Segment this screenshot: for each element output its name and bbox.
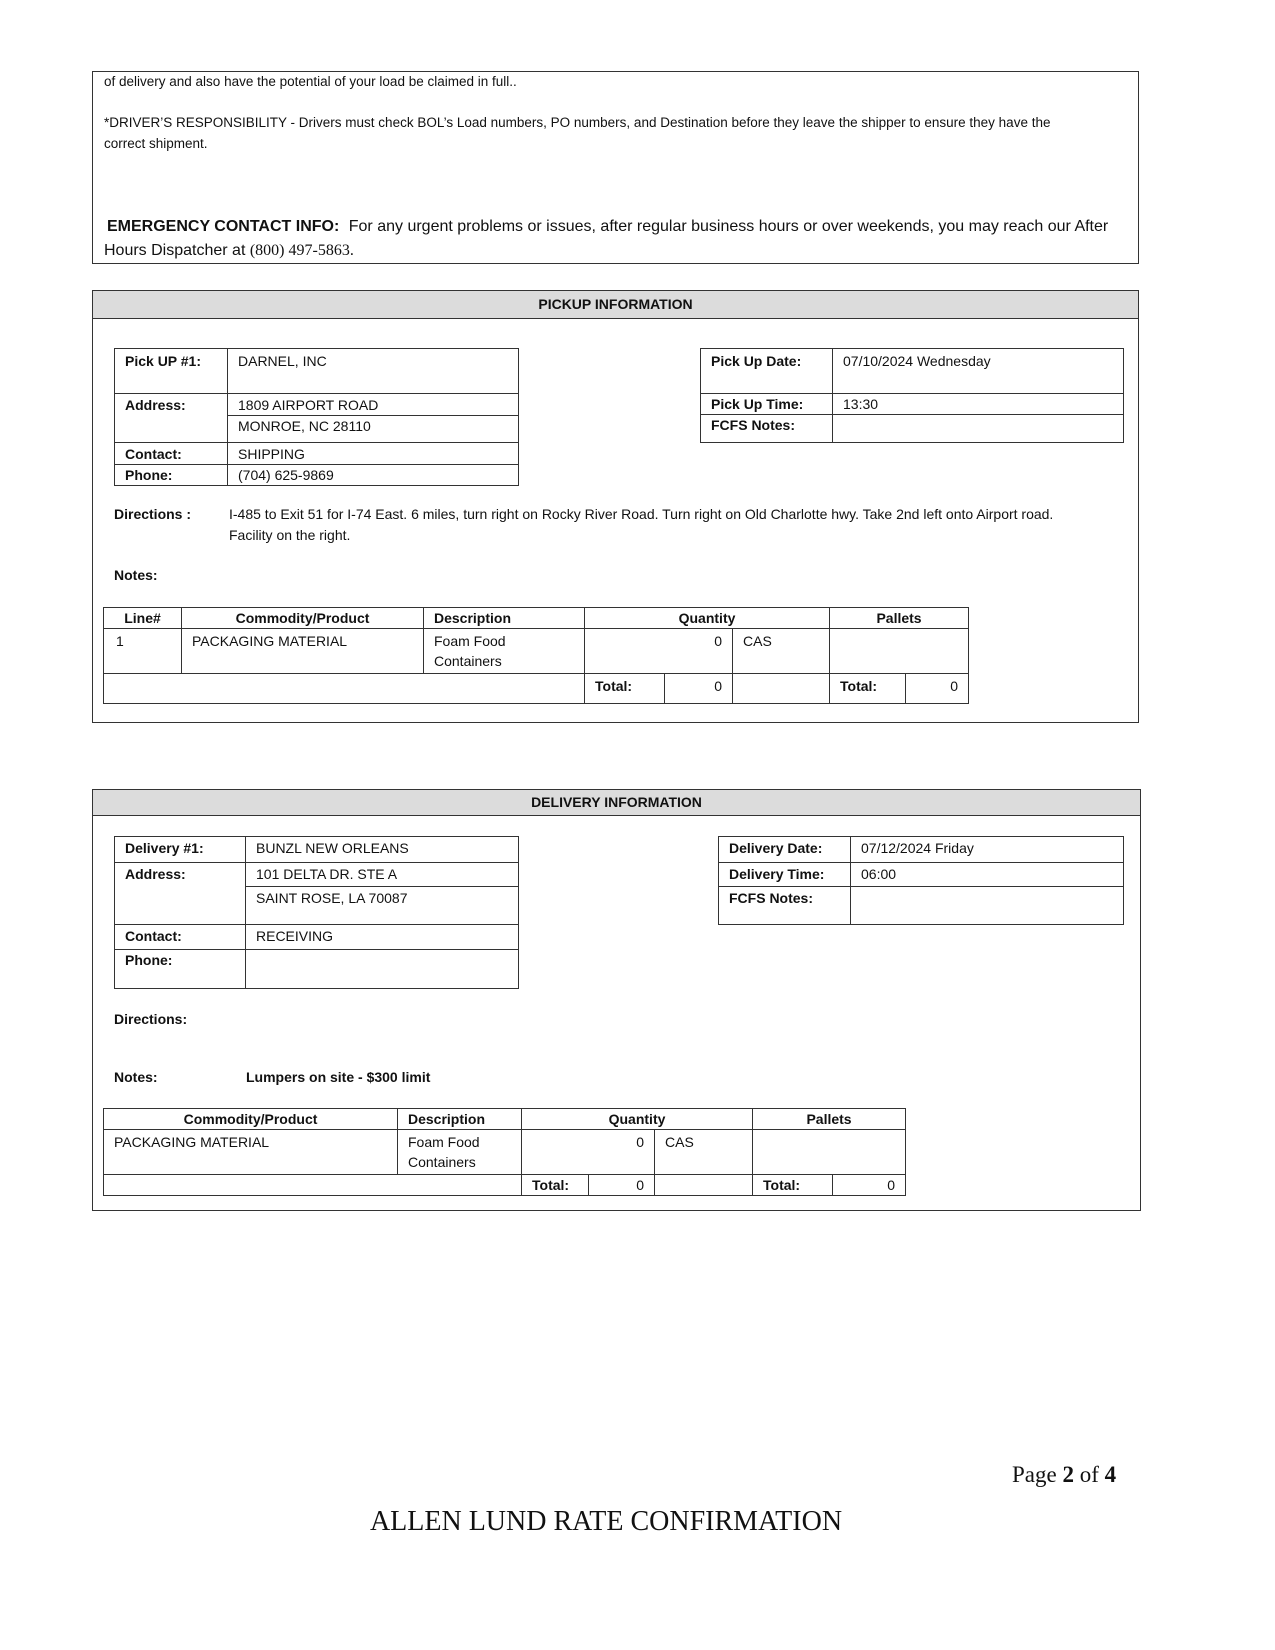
delivery-header: DELIVERY INFORMATION: [93, 790, 1140, 816]
delivery-date-label: Delivery Date:: [719, 837, 851, 863]
pickup-address-line1: 1809 AIRPORT ROAD: [228, 394, 519, 416]
pickup-contact-label: Contact:: [115, 443, 228, 465]
delivery-fcfs-value: [851, 887, 1124, 925]
pickup-address-line2: MONROE, NC 28110: [228, 416, 519, 443]
delivery-date-value: 07/12/2024 Friday: [851, 837, 1124, 863]
page-prefix: Page: [1012, 1462, 1057, 1487]
delivery-commodity-table: [103, 1108, 906, 1196]
pickup-col-quantity: Quantity: [585, 608, 830, 629]
pickup-notes-label: Notes:: [114, 567, 158, 583]
delivery-row-commodity: PACKAGING MATERIAL: [104, 1130, 398, 1175]
delivery-col-pallets: Pallets: [753, 1109, 906, 1130]
pickup-time-value: 13:30: [833, 394, 1124, 415]
delivery-info-table: [114, 836, 519, 989]
emergency-contact-text: For any urgent problems or issues, after regular business hours or over weekends, you may reach our After: [348, 218, 1109, 235]
delivery-col-commodity: Commodity/Product: [104, 1109, 398, 1130]
pickup-row-unit: CAS: [733, 629, 830, 674]
pickup-directions-line1: I-485 to Exit 51 for I-74 East. 6 miles, turn right on Rocky River Road. Turn right on Old Charlotte hwy. Take 2nd left onto Airport road.: [229, 506, 1054, 522]
delivery-phone-value: [246, 950, 519, 989]
drivers-responsibility-line1: *DRIVER’S RESPONSIBILITY - Drivers must check BOL’s Load numbers, PO numbers, and Destination before they leave the shipper to ensure they have the: [104, 115, 1051, 130]
pickup-time-label: Pick Up Time:: [701, 394, 833, 415]
notice-line1: of delivery and also have the potential of your load be claimed in full..: [104, 74, 517, 89]
delivery-directions-label: Directions:: [114, 1011, 188, 1027]
delivery-time-value: 06:00: [851, 863, 1124, 887]
pickup-row-pallets: [830, 629, 969, 674]
pickup-qty-total: 0: [665, 674, 733, 704]
pickup-col-description: Description: [424, 608, 585, 629]
pickup-address-label: Address:: [115, 394, 228, 416]
delivery-phone-label: Phone:: [115, 950, 246, 989]
pickup-phone-label: Phone:: [115, 465, 228, 486]
delivery-row-description-line2: Containers: [408, 1154, 476, 1170]
pickup-pallets-total-label: Total:: [830, 674, 906, 704]
pickup-row-quantity: 0: [585, 629, 733, 674]
pickup-date-label: Pick Up Date:: [701, 349, 833, 394]
pickup-phone-value: (704) 625-9869: [228, 465, 519, 486]
table-row: [104, 1130, 906, 1175]
delivery-row-description-line1: Foam Food: [408, 1134, 480, 1150]
pickup-date-value: 07/10/2024 Wednesday: [833, 349, 1124, 394]
delivery-contact-label: Contact:: [115, 925, 246, 950]
delivery-label: Delivery #1:: [115, 837, 246, 863]
pickup-contact-value: SHIPPING: [228, 443, 519, 465]
delivery-value: BUNZL NEW ORLEANS: [246, 837, 519, 863]
notice-box: [92, 71, 1139, 264]
pickup-directions-line2: Facility on the right.: [229, 527, 351, 543]
emergency-contact-line2: [104, 242, 354, 260]
delivery-row-description: [398, 1130, 522, 1175]
delivery-time-label: Delivery Time:: [719, 863, 851, 887]
page-number: [1012, 1462, 1116, 1488]
delivery-notes-label: Notes:: [114, 1069, 158, 1085]
delivery-qty-total: 0: [589, 1175, 655, 1196]
delivery-row-unit: CAS: [655, 1130, 753, 1175]
delivery-row-quantity: 0: [522, 1130, 655, 1175]
delivery-col-description: Description: [398, 1109, 522, 1130]
pickup-header: PICKUP INFORMATION: [93, 291, 1138, 319]
delivery-schedule-table: [718, 836, 1124, 925]
pickup-fcfs-label: FCFS Notes:: [701, 415, 833, 443]
emergency-contact-text2: Hours Dispatcher at: [104, 242, 246, 259]
page-of: of: [1079, 1462, 1099, 1487]
pickup-value: DARNEL, INC: [228, 349, 519, 394]
pickup-row-description-line2: Containers: [434, 653, 502, 669]
pickup-row-description-line1: Foam Food: [434, 633, 506, 649]
delivery-qty-total-label: Total:: [522, 1175, 589, 1196]
pickup-row-line: 1: [104, 629, 182, 674]
delivery-address-line1: 101 DELTA DR. STE A: [246, 863, 519, 887]
pickup-row-description: [424, 629, 585, 674]
delivery-row-pallets: [753, 1130, 906, 1175]
emergency-phone: (800) 497-5863.: [249, 242, 354, 259]
pickup-commodity-table: [103, 607, 969, 704]
pickup-schedule-table: [700, 348, 1124, 443]
pickup-directions-label: Directions :: [114, 506, 192, 522]
pickup-row-commodity: PACKAGING MATERIAL: [182, 629, 424, 674]
page-total: 4: [1104, 1462, 1117, 1487]
pickup-col-line: Line#: [104, 608, 182, 629]
pickup-label: Pick UP #1:: [115, 349, 228, 394]
delivery-fcfs-label: FCFS Notes:: [719, 887, 851, 925]
table-row: [104, 629, 969, 674]
pickup-info-table: [114, 348, 519, 486]
delivery-notes-value: Lumpers on site - $300 limit: [246, 1069, 431, 1085]
drivers-responsibility-line2: correct shipment.: [104, 136, 208, 151]
page-current: 2: [1062, 1462, 1074, 1487]
emergency-contact-line1: [107, 218, 1108, 236]
delivery-contact-value: RECEIVING: [246, 925, 519, 950]
pickup-fcfs-value: [833, 415, 1124, 443]
pickup-col-pallets: Pallets: [830, 608, 969, 629]
delivery-col-quantity: Quantity: [522, 1109, 753, 1130]
delivery-address-label: Address:: [115, 863, 246, 887]
delivery-address-line2: SAINT ROSE, LA 70087: [246, 887, 519, 925]
pickup-pallets-total: 0: [906, 674, 969, 704]
emergency-contact-label: EMERGENCY CONTACT INFO:: [107, 218, 340, 235]
pickup-qty-total-label: Total:: [585, 674, 665, 704]
pickup-col-commodity: Commodity/Product: [182, 608, 424, 629]
delivery-pallets-total: 0: [833, 1175, 906, 1196]
document-title: ALLEN LUND RATE CONFIRMATION: [369, 1506, 843, 1537]
delivery-pallets-total-label: Total:: [753, 1175, 833, 1196]
